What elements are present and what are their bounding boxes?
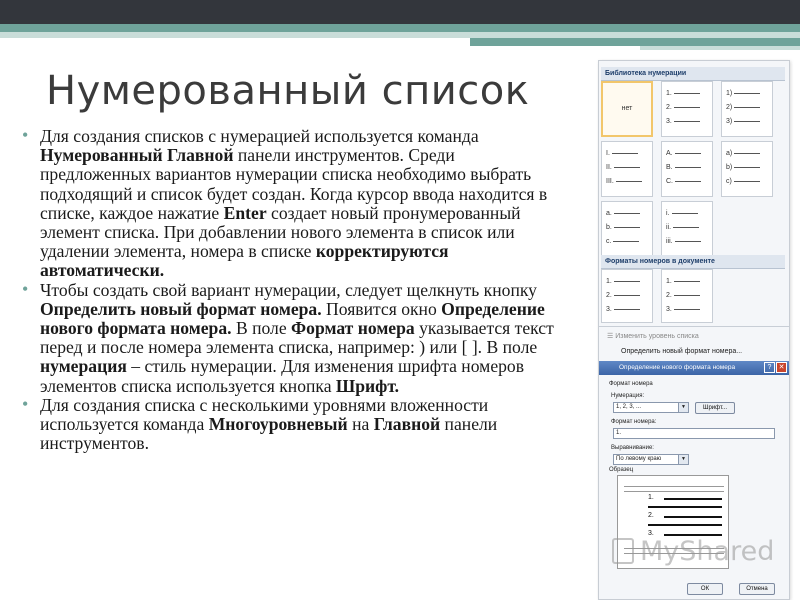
format-value: 1. xyxy=(616,430,622,436)
numbering-marker: 2) xyxy=(726,104,733,111)
dialog-title-bar xyxy=(599,361,789,375)
bold-term: Определить новый формат номера. xyxy=(40,298,322,319)
bold-term: Определение нового формата номера. xyxy=(40,298,545,339)
menu-change-level[interactable] xyxy=(607,332,699,340)
watermark: MyShared xyxy=(640,536,775,567)
numbering-marker: 3. xyxy=(606,306,612,313)
bold-term: Главной xyxy=(373,414,441,435)
bullet-dot-icon: • xyxy=(22,278,29,299)
numbering-line xyxy=(666,278,700,285)
alignment-select[interactable] xyxy=(613,454,689,465)
numbering-marker: ii. xyxy=(666,224,672,231)
alignment-label: Выравнивание: xyxy=(611,445,654,451)
numbering-marker: 2. xyxy=(606,292,612,299)
numbering-line xyxy=(606,150,638,157)
library-header: Библиотека нумерации xyxy=(601,67,785,81)
numbering-line xyxy=(666,306,700,313)
numbering-option[interactable] xyxy=(601,81,653,137)
bullet-fragment: Для создания списков с нумерацией используется команда xyxy=(40,126,479,146)
numbering-marker: 1. xyxy=(666,278,672,285)
watermark-logo-icon xyxy=(612,538,634,564)
numbering-line xyxy=(726,164,760,171)
numbering-option[interactable] xyxy=(721,81,773,137)
number-format-group-label: Формат номера xyxy=(609,381,653,387)
list-level-icon: ☰ xyxy=(607,333,614,340)
numbering-marker: b. xyxy=(606,224,612,231)
slide-title: Нумерованный список xyxy=(46,68,530,114)
numbering-marker: 3) xyxy=(726,118,733,125)
bullet-fragment: Для создания списка с несколькими уровнями вложенности используется команда xyxy=(40,394,489,435)
doc-formats-header: Форматы номеров в документе xyxy=(601,255,785,269)
numbering-line xyxy=(726,150,760,157)
word-numbering-screenshot xyxy=(598,60,790,600)
bold-term: нумерация xyxy=(40,356,127,377)
dialog-title: Определение нового формата номера xyxy=(619,364,736,371)
accent-stripe-right-light xyxy=(640,46,800,50)
bullet-fragment: панели инструментов. Среди предложенных вариантов нумерации списка необходимо выбрать подходящий и список будет создан. Когда курсор ввода находится в списке, каждое нажатие xyxy=(40,145,548,223)
numbering-line xyxy=(726,178,760,185)
numbering-marker: 2. xyxy=(666,104,672,111)
bullet-text xyxy=(40,280,554,396)
numbering-line xyxy=(726,104,760,111)
numbering-line xyxy=(606,278,640,285)
numbering-option[interactable] xyxy=(661,201,713,257)
format-label: Формат номера: xyxy=(611,419,657,425)
numbering-line xyxy=(666,90,700,97)
numbering-marker: c) xyxy=(726,178,732,185)
sample-number: 3. xyxy=(648,530,654,537)
bold-term: корректируются автоматически. xyxy=(40,241,449,281)
bullet-fragment: Появится окно xyxy=(321,298,442,319)
numbering-marker: III. xyxy=(606,178,614,185)
numbering-marker: 2. xyxy=(666,292,672,299)
numbering-line xyxy=(606,224,640,231)
numbering-option[interactable] xyxy=(601,201,653,257)
numbering-option[interactable] xyxy=(601,141,653,197)
format-input[interactable] xyxy=(613,428,775,439)
bullet-fragment: Чтобы создать свой вариант нумерации, следует щелкнуть кнопку xyxy=(40,279,537,300)
numbering-line xyxy=(666,238,701,245)
bullet-dot-icon: • xyxy=(22,393,29,414)
numbering-line xyxy=(726,118,760,125)
numbering-marker: a. xyxy=(606,210,612,217)
numbering-marker: 1) xyxy=(726,90,733,97)
numbering-marker: II. xyxy=(606,164,612,171)
bullet-list xyxy=(22,127,570,453)
numbering-line xyxy=(666,164,701,171)
menu-define-new-format[interactable] xyxy=(621,348,742,355)
bullet-fragment: – стиль нумерации. Для изменения шрифта номеров элементов списка используется кнопка xyxy=(40,356,525,396)
numbering-marker: i. xyxy=(666,210,670,217)
chevron-down-icon: ▼ xyxy=(678,455,688,464)
bold-term: Enter xyxy=(223,202,267,223)
numbering-line xyxy=(606,292,640,299)
numbering-marker: 3. xyxy=(666,306,672,313)
chevron-down-icon: ▼ xyxy=(678,403,688,412)
doc-format-option[interactable] xyxy=(661,269,713,323)
bullet-item xyxy=(22,278,570,396)
numbering-line xyxy=(666,118,700,125)
bullet-fragment: указывается текст перед и после номера элемента списка, например: ) или [ ]. В поле xyxy=(40,318,554,358)
numbering-marker: 1. xyxy=(606,278,612,285)
numbering-option[interactable] xyxy=(661,81,713,137)
cancel-button[interactable]: Отмена xyxy=(739,583,775,595)
numbering-marker: 3. xyxy=(666,118,672,125)
ok-button[interactable]: ОК xyxy=(687,583,723,595)
bullet-item xyxy=(22,127,570,281)
bold-term: Нумерованный Главной xyxy=(40,145,234,166)
alignment-value: По левому краю xyxy=(616,456,662,462)
sample-label: Образец xyxy=(609,467,634,473)
numbering-line xyxy=(666,210,698,217)
numbering-option[interactable] xyxy=(721,141,773,197)
bullet-item xyxy=(22,393,570,454)
menu-define-new-label: Определить новый формат номера... xyxy=(621,348,743,355)
numbering-marker: b) xyxy=(726,164,733,171)
numbering-line xyxy=(606,178,642,185)
help-button[interactable]: ? xyxy=(764,362,775,373)
menu-change-level-label: Изменить уровень списка xyxy=(615,333,699,340)
sample-number: 1. xyxy=(648,494,654,501)
numbering-marker: a) xyxy=(726,150,733,157)
bullet-dot-icon: • xyxy=(22,125,29,145)
numbering-line xyxy=(606,238,639,245)
bullet-text xyxy=(40,395,497,453)
accent-stripe-right xyxy=(470,38,800,46)
numbering-line xyxy=(606,210,640,217)
numbering-line xyxy=(606,164,640,171)
numbering-marker: C. xyxy=(666,178,673,185)
numbering-marker: 1. xyxy=(666,90,672,97)
numbering-value: 1, 2, 3, ... xyxy=(616,404,642,410)
bullet-fragment: создает новый пронумерованный элемент списка. При добавлении нового элемента в список или удалении элемента, номера в списке xyxy=(40,202,521,262)
numbering-marker: iii. xyxy=(666,238,673,245)
numbering-line xyxy=(666,150,701,157)
bullet-fragment: В поле xyxy=(231,318,292,339)
numbering-line xyxy=(726,90,760,97)
bullet-fragment: на xyxy=(347,414,374,435)
numbering-none-label: нет xyxy=(621,105,633,112)
sample-number: 2. xyxy=(648,512,654,519)
numbering-option[interactable] xyxy=(661,141,713,197)
numbering-marker: A. xyxy=(666,150,673,157)
font-button[interactable]: Шрифт... xyxy=(695,402,735,414)
numbering-marker: I. xyxy=(606,150,610,157)
numbering-label: Нумерация: xyxy=(611,393,645,399)
numbering-line xyxy=(666,104,700,111)
numbering-select[interactable] xyxy=(613,402,689,413)
numbering-line xyxy=(666,224,699,231)
numbering-line xyxy=(606,306,640,313)
bullet-fragment: панели инструментов. xyxy=(40,414,498,454)
close-button[interactable]: ✕ xyxy=(776,362,787,373)
bullet-text xyxy=(40,126,547,280)
doc-format-option[interactable] xyxy=(601,269,653,323)
numbering-marker: c. xyxy=(606,238,612,245)
bold-term: Многоуровневый xyxy=(208,414,348,435)
accent-stripe xyxy=(0,24,800,32)
bold-term: Формат номера xyxy=(291,318,415,339)
numbering-marker: B. xyxy=(666,164,673,171)
bold-term: Шрифт. xyxy=(335,375,400,396)
numbering-line xyxy=(666,292,700,299)
numbering-line xyxy=(666,178,701,185)
top-band xyxy=(0,0,800,24)
